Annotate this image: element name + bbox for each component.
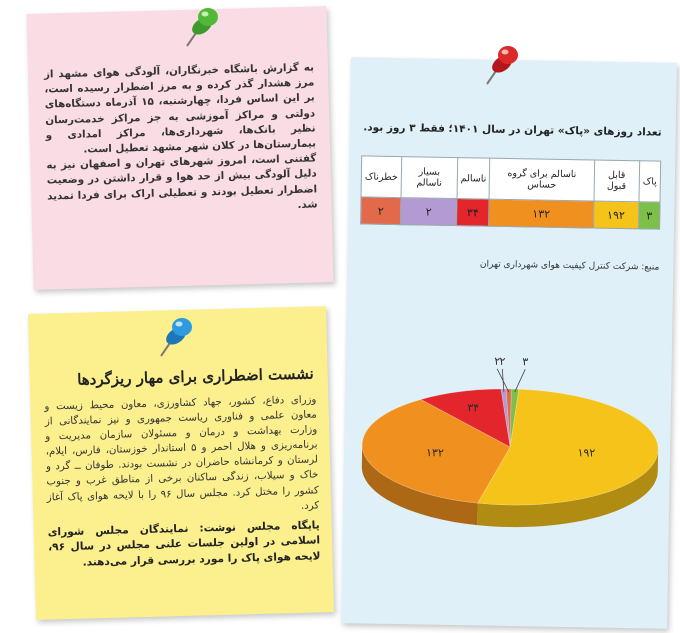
note-body xyxy=(44,392,319,520)
table-header: ناسالم برای گروه حساس xyxy=(489,158,594,201)
table-header: بسیار ناسالم xyxy=(401,157,458,199)
pie-leader-line-0 xyxy=(515,369,525,392)
note-footer: پایگاه مجلس نوشت: نمایندگان مجلس شورای اسلامی در اولین جلسات علنی مجلس در سال ۹۶، لایحه هوای پاک را مورد بررسی قرار می‌دهند. xyxy=(47,519,321,569)
news-text xyxy=(44,60,318,219)
note-body-text: مجلس سال ۹۶ را با لایحه هوای پاک آغاز کرد. xyxy=(46,487,320,512)
note-body-text: وزرای دفاع، کشور، جهاد کشاورزی، معاون محیط زیست و معاون علمی و فناوری ریاست جمهوری و نیز نمایندگانی از وزارت بهداشت و درمان و مسئولان سازمان مدیریت و برنامه‌ریزی و هلال احمر و ۵ استاندار خوزستان، فارس، ایلام، لرستان و کرمانشاه حاضران در نشست بودند. طوفان ــ گرد و خاک و سیلاب، زندگی ساکنان برخی از مناطق غرب و جنوب کشور را مختل کرد. xyxy=(44,394,319,499)
table-header: قابل قبول xyxy=(593,160,639,202)
pie-chart xyxy=(341,292,673,618)
table-row xyxy=(361,197,660,229)
table-cell: ۲ xyxy=(401,198,457,226)
table-header: ناسالم xyxy=(457,158,490,200)
note-title: نشست اضطراری برای مهار ریزگردها xyxy=(76,364,314,389)
pie-label-1: ۱۹۲ xyxy=(577,446,596,460)
air-quality-note xyxy=(341,57,677,629)
air-quality-table xyxy=(360,155,661,229)
table-cell: ۱۹۲ xyxy=(593,201,639,229)
pie-label-2: ۱۳۲ xyxy=(425,446,444,460)
table-header: پاک xyxy=(639,161,661,202)
news-paragraph: گفتنی است، امروز شهرهای تهران و اصفهان نیز به دلیل آلودگی بیش از حد هوا و قرار داشتن در وضعیت اضطرار تعطیل بودند و تعطیلی اراک برای فردا تمدید شد. xyxy=(46,152,318,211)
table-header: خطرناک xyxy=(361,156,402,198)
news-paragraph: به گزارش باشگاه خبرنگاران، آلودگی هوای مشهد از مرز هشدار گذر کرده و به مرز اضطرار رسیده است، بر این اساس فردا، چهارشنبه، ۱۵ آذرماه دستگاه‌های دولتی و مراکز آموزشی به جز مراکز خدمت‌رسان نظیر بانک‌ها، شهرداری‌ها، مراکز امدادی و بیمارستان‌ها در کلان شهر مشهد تعطیل است. xyxy=(43,61,317,156)
table-cell: ۲ xyxy=(361,197,401,225)
red-pushpin-icon xyxy=(478,42,522,88)
pie-label-5: ۲ xyxy=(494,354,501,368)
blue-pushpin-icon xyxy=(152,314,196,360)
table-cell: ۳۴ xyxy=(456,199,489,227)
pie-label-4: ۲ xyxy=(499,354,506,368)
pie-leader-line-5 xyxy=(497,369,509,392)
table-header-row xyxy=(361,156,661,202)
chart-title: تعداد روزهای «پاک» تهران در سال ۱۴۰۱؛ فقط ۳ روز بود. xyxy=(363,121,662,139)
table-cell: ۱۳۲ xyxy=(489,199,594,228)
source-note: منبع: شرکت کنترل کیفیت هوای شهرداری تهران xyxy=(479,259,660,273)
table-cell: ۳ xyxy=(638,202,660,229)
pie-label-0: ۳ xyxy=(522,355,529,369)
pie-label-3: ۳۴ xyxy=(467,401,480,415)
green-pushpin-icon xyxy=(178,4,222,50)
